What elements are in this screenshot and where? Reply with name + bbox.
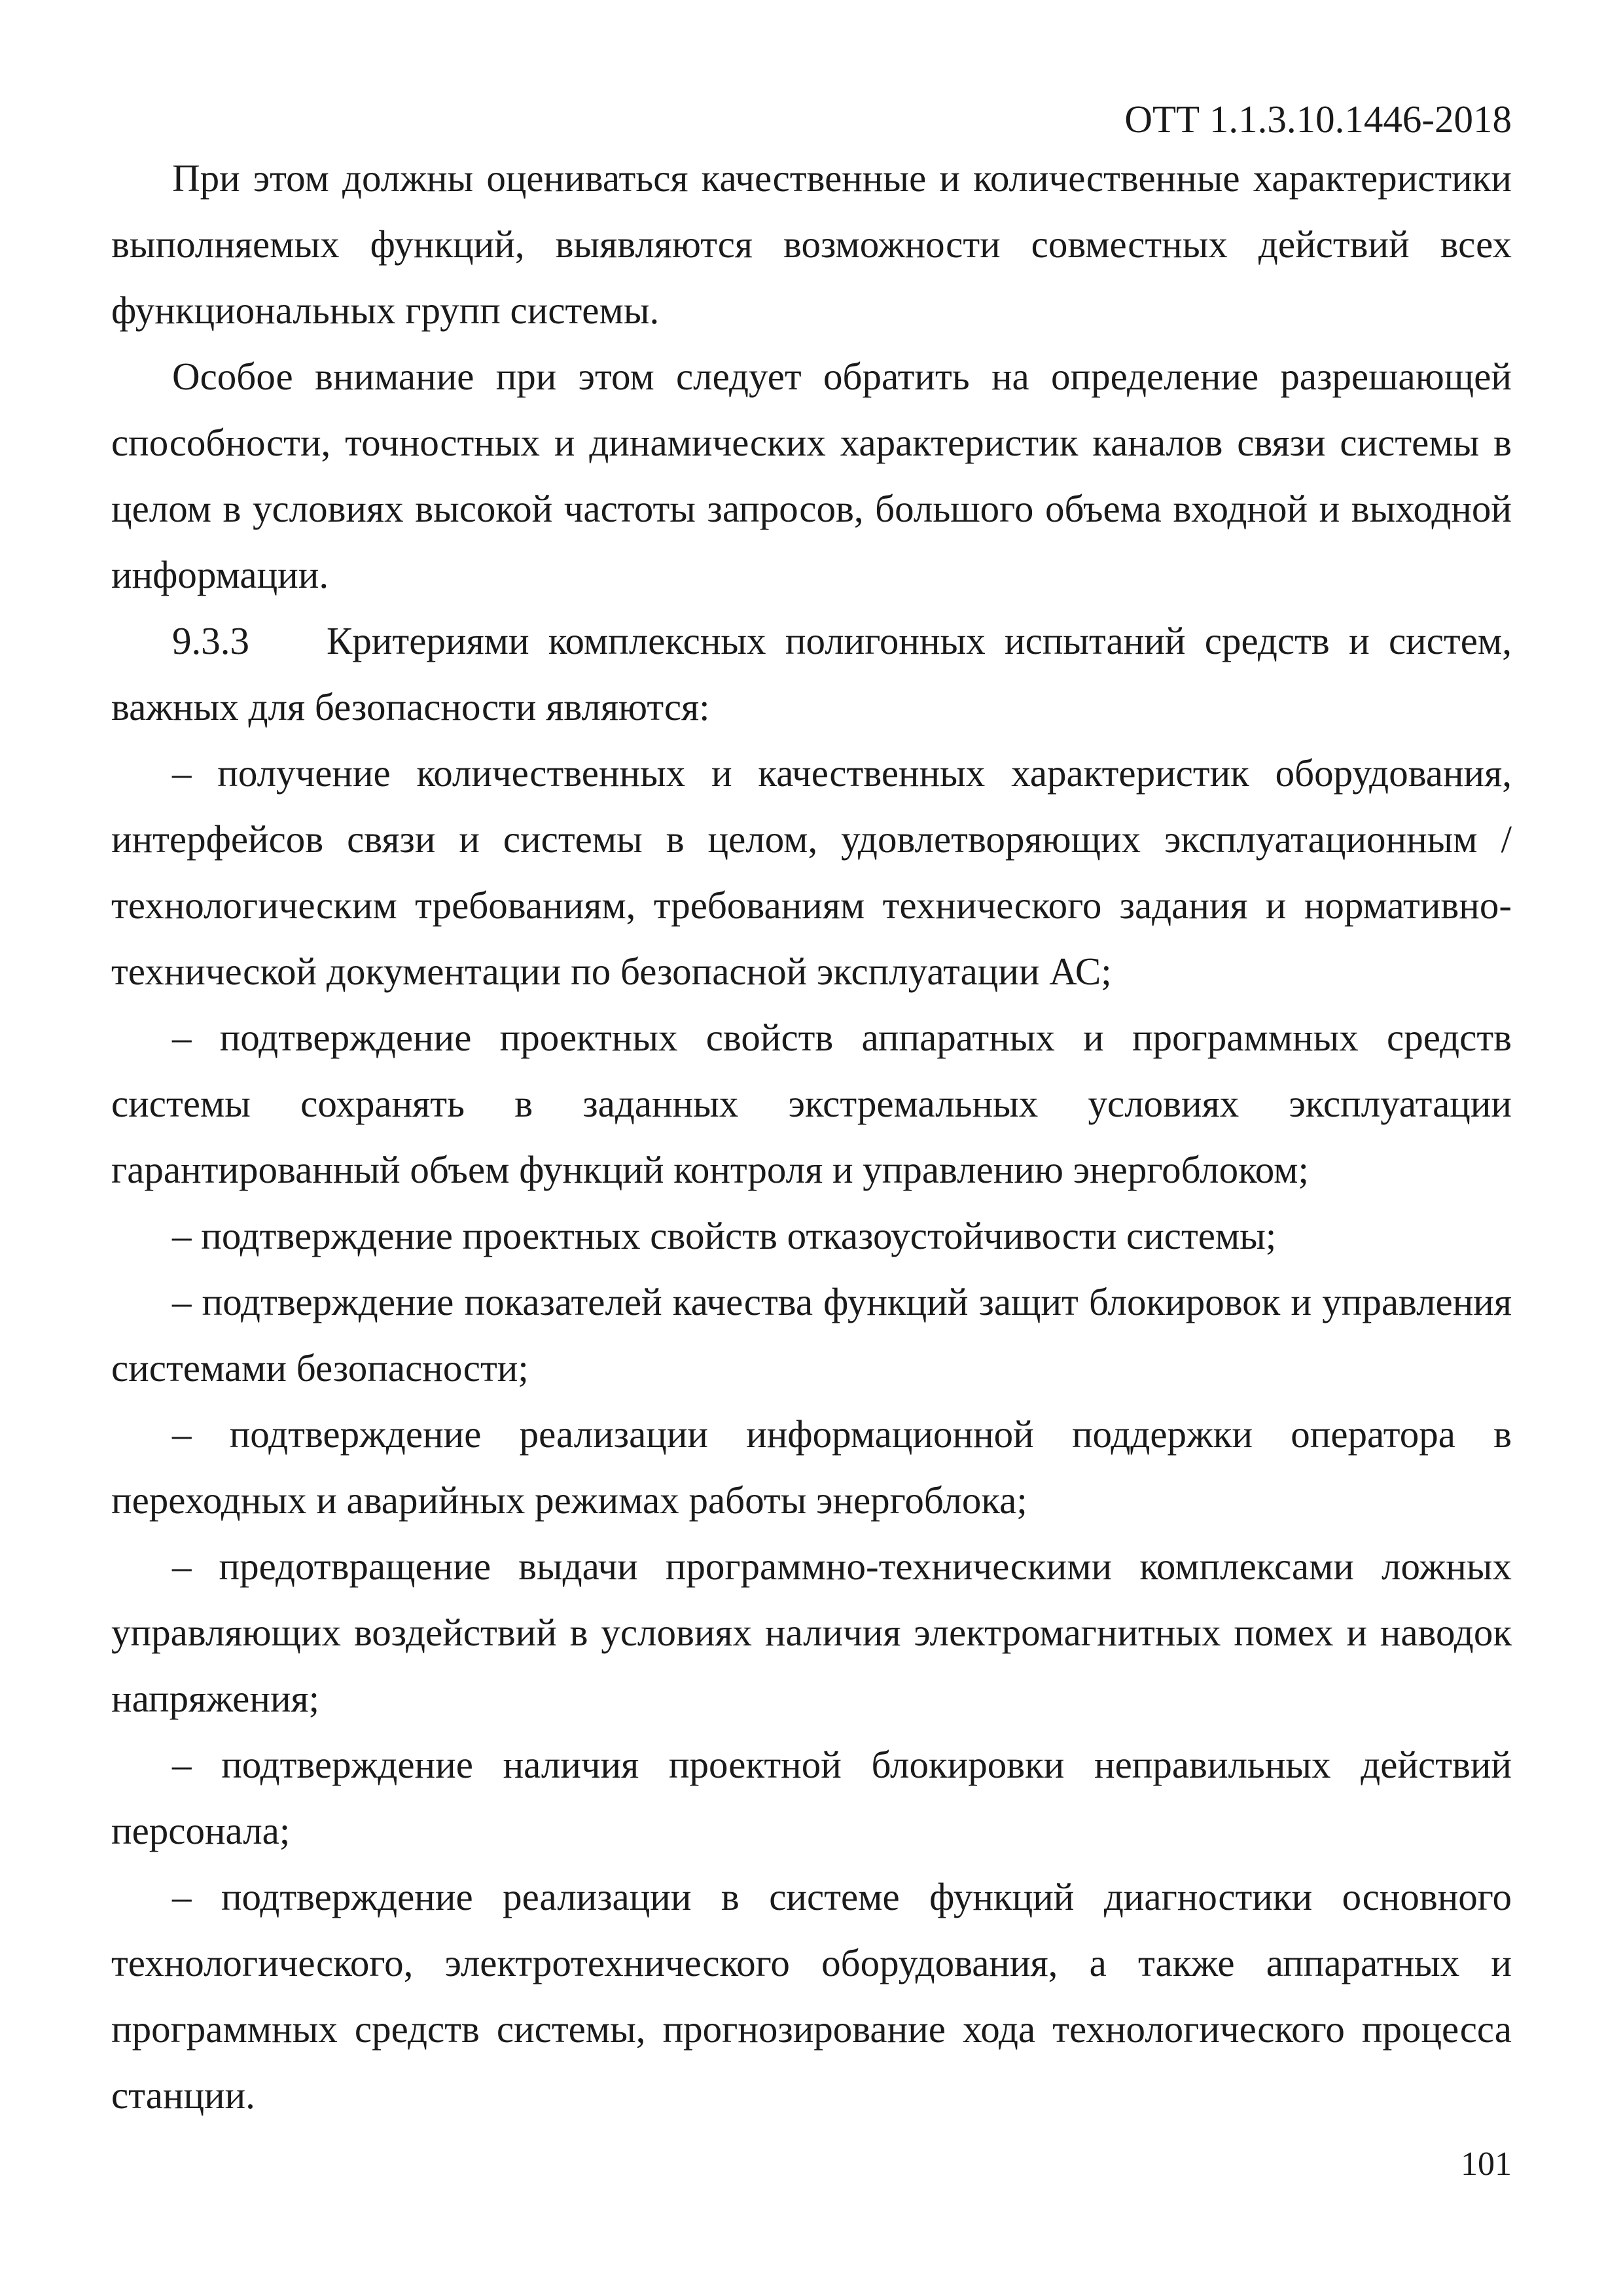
list-item-fault-tolerance: – подтверждение проектных свойств отказоустойчивости системы; [172, 1214, 1277, 1257]
paragraph-section-9-3-3: 9.3.3 Критериями комплексных полигонных испытаний средств и систем, важных для безопасности являются: [111, 619, 1512, 728]
list-item-interlock: – подтверждение наличия проектной блокировки неправильных действий персонала; [111, 1743, 1512, 1852]
document-code-header: ОТТ 1.1.3.10.1446-2018 [1124, 98, 1512, 141]
list-item-characteristics: – получение количественных и качественных характеристик оборудования, интерфейсов связи и системы в целом, удовлетворяющих эксплуатационным / технологическим требованиям, требованиям технического задания и нормативно-технической документации по безопасной эксплуатации АС; [111, 751, 1512, 993]
list-item-protection-quality: – подтверждение показателей качества функций защит блокировок и управления системами безопасности; [111, 1280, 1512, 1390]
list-item-diagnostics: – подтверждение реализации в системе функций диагностики основного технологического, электротехнического оборудования, а также аппаратных и программных средств системы, прогнозирование хода технологического процесса станции. [111, 1875, 1512, 2117]
paragraph-special-attention: Особое внимание при этом следует обратить на определение разрешающей способности, точностных и динамических характеристик каналов связи системы в целом в условиях высокой частоты запросов, большого объема входной и выходной информации. [111, 355, 1512, 596]
body-text [111, 145, 1512, 2128]
page-number: 101 [1461, 2145, 1512, 2183]
paragraph-evaluation: При этом должны оцениваться качественные и количественные характеристики выполняемых функций, выявляются возможности совместных действий всех функциональных групп системы. [111, 156, 1512, 332]
list-item-hardware-software: – подтверждение проектных свойств аппаратных и программных средств системы сохранять в заданных экстремальных условиях эксплуатации гарантированный объем функций контроля и управлению энергоблоком; [111, 1016, 1512, 1191]
list-item-operator-support: – подтверждение реализации информационной поддержки оператора в переходных и аварийных режимах работы энергоблока; [111, 1412, 1512, 1522]
list-item-false-actions: – предотвращение выдачи программно-техническими комплексами ложных управляющих воздействий в условиях наличия электромагнитных помех и наводок напряжения; [111, 1545, 1512, 1720]
